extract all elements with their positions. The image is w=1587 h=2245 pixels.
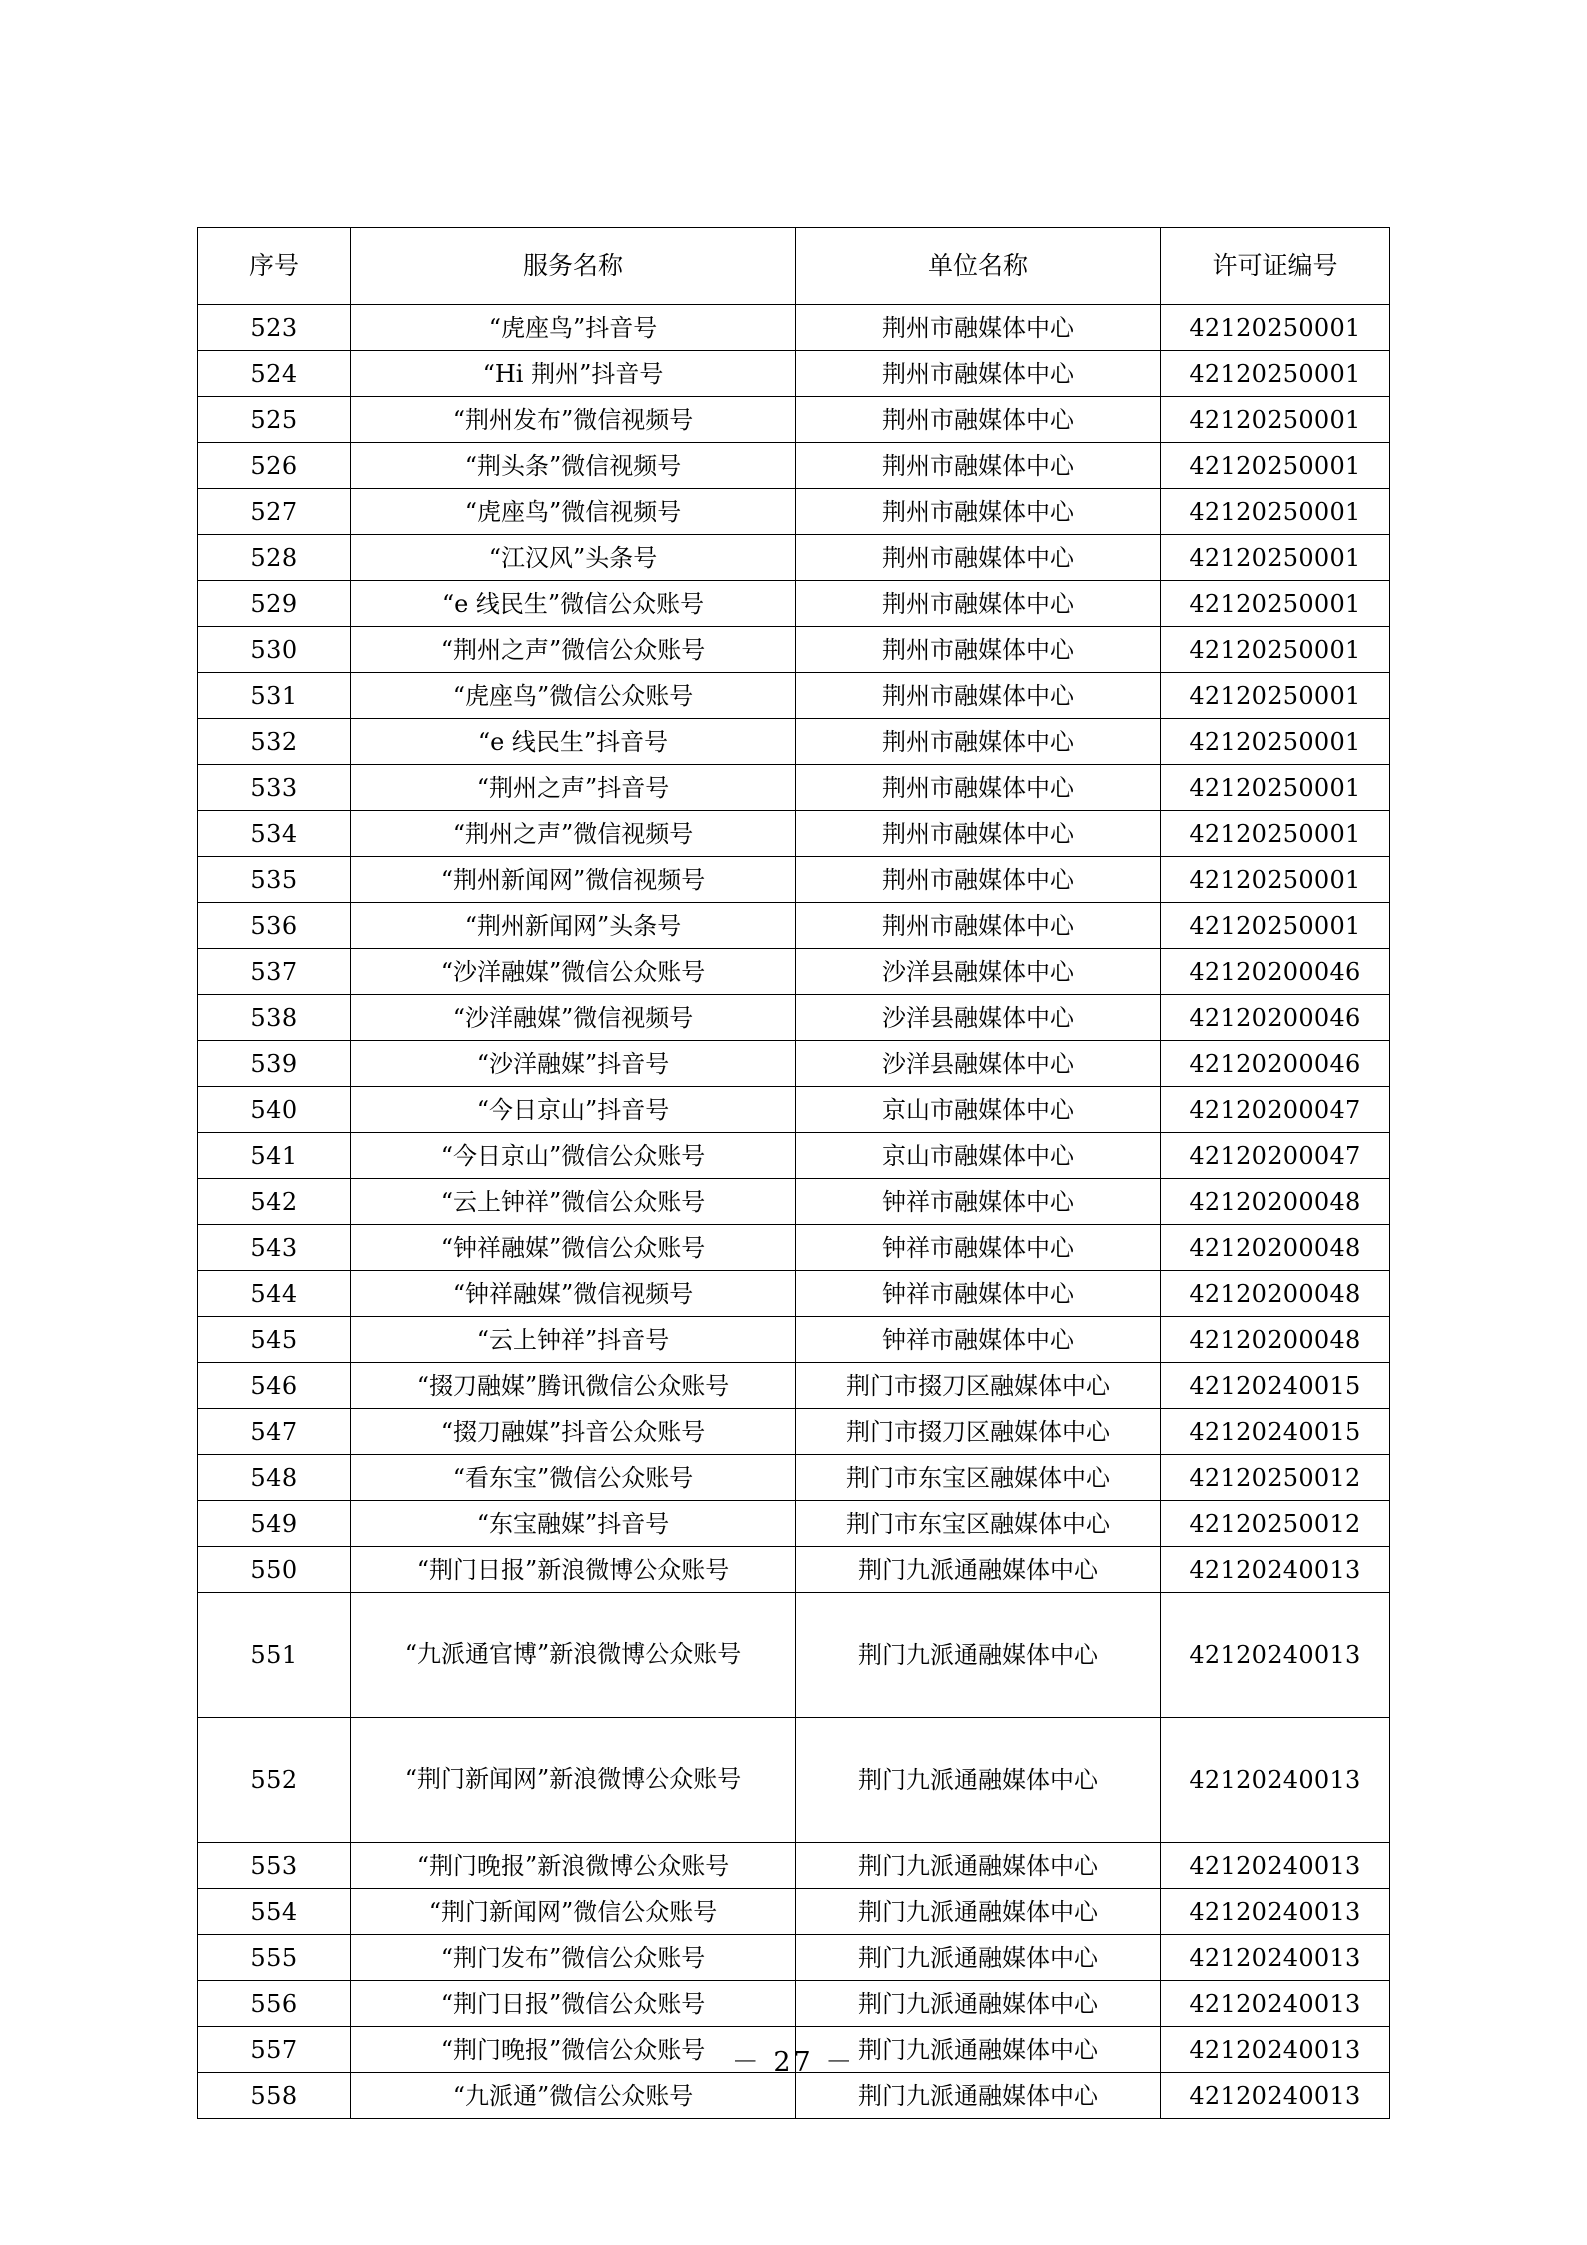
- table-row: [198, 1593, 1390, 1718]
- cell-license-number: 42120250001: [1161, 397, 1390, 443]
- cell-sequence: 524: [198, 351, 351, 397]
- table-row: [198, 1363, 1390, 1409]
- table-row: [198, 1225, 1390, 1271]
- cell-license-number: 42120240013: [1161, 2027, 1390, 2073]
- table-row: [198, 1843, 1390, 1889]
- table-header: [198, 228, 1390, 305]
- cell-sequence: 558: [198, 2073, 351, 2119]
- cell-sequence: 554: [198, 1889, 351, 1935]
- cell-service-name: “东宝融媒”抖音号: [351, 1501, 796, 1547]
- cell-sequence: 540: [198, 1087, 351, 1133]
- cell-unit-name: 荆州市融媒体中心: [796, 581, 1161, 627]
- cell-license-number: 42120250012: [1161, 1501, 1390, 1547]
- table-row: [198, 1889, 1390, 1935]
- cell-license-number: 42120200047: [1161, 1087, 1390, 1133]
- cell-service-name: “云上钟祥”微信公众账号: [351, 1179, 796, 1225]
- cell-service-name: “沙洋融媒”微信视频号: [351, 995, 796, 1041]
- cell-license-number: 42120250001: [1161, 811, 1390, 857]
- cell-service-name: “荆门晚报”微信公众账号: [351, 2027, 796, 2073]
- table-row: [198, 1087, 1390, 1133]
- cell-sequence: 527: [198, 489, 351, 535]
- cell-unit-name: 荆门九派通融媒体中心: [796, 1843, 1161, 1889]
- cell-service-name: “荆州新闻网”微信视频号: [351, 857, 796, 903]
- cell-unit-name: 荆州市融媒体中心: [796, 443, 1161, 489]
- table-body: [198, 305, 1390, 2119]
- cell-license-number: 42120240013: [1161, 2073, 1390, 2119]
- cell-unit-name: 荆州市融媒体中心: [796, 305, 1161, 351]
- cell-unit-name: 荆州市融媒体中心: [796, 719, 1161, 765]
- table-row: [198, 811, 1390, 857]
- cell-sequence: 535: [198, 857, 351, 903]
- cell-service-name: “荆州之声”抖音号: [351, 765, 796, 811]
- cell-service-name: “九派通官博”新浪微博公众账号: [351, 1593, 796, 1718]
- cell-sequence: 543: [198, 1225, 351, 1271]
- cell-service-name: “钟祥融媒”微信公众账号: [351, 1225, 796, 1271]
- cell-license-number: 42120250001: [1161, 627, 1390, 673]
- table-row: [198, 1041, 1390, 1087]
- table-row: [198, 719, 1390, 765]
- cell-license-number: 42120240013: [1161, 1981, 1390, 2027]
- cell-service-name: “荆门日报”新浪微博公众账号: [351, 1547, 796, 1593]
- column-header-unit-name: 单位名称: [796, 228, 1161, 305]
- table-row: [198, 1317, 1390, 1363]
- cell-sequence: 536: [198, 903, 351, 949]
- cell-service-name: “云上钟祥”抖音号: [351, 1317, 796, 1363]
- cell-sequence: 533: [198, 765, 351, 811]
- cell-license-number: 42120240013: [1161, 1547, 1390, 1593]
- cell-license-number: 42120200047: [1161, 1133, 1390, 1179]
- cell-sequence: 553: [198, 1843, 351, 1889]
- cell-unit-name: 荆州市融媒体中心: [796, 489, 1161, 535]
- cell-license-number: 42120250001: [1161, 581, 1390, 627]
- cell-unit-name: 沙洋县融媒体中心: [796, 949, 1161, 995]
- cell-service-name: “掇刀融媒”抖音公众账号: [351, 1409, 796, 1455]
- cell-service-name: “钟祥融媒”微信视频号: [351, 1271, 796, 1317]
- cell-service-name: “掇刀融媒”腾讯微信公众账号: [351, 1363, 796, 1409]
- table-row: [198, 1935, 1390, 1981]
- cell-service-name: “e 线民生”微信公众账号: [351, 581, 796, 627]
- cell-sequence: 534: [198, 811, 351, 857]
- cell-sequence: 526: [198, 443, 351, 489]
- cell-license-number: 42120250001: [1161, 765, 1390, 811]
- cell-sequence: 530: [198, 627, 351, 673]
- cell-license-number: 42120200048: [1161, 1317, 1390, 1363]
- cell-license-number: 42120250001: [1161, 489, 1390, 535]
- cell-sequence: 525: [198, 397, 351, 443]
- cell-sequence: 541: [198, 1133, 351, 1179]
- table-row: [198, 1547, 1390, 1593]
- cell-license-number: 42120250001: [1161, 903, 1390, 949]
- cell-service-name: “荆门新闻网”新浪微博公众账号: [351, 1718, 796, 1843]
- cell-service-name: “荆州新闻网”头条号: [351, 903, 796, 949]
- page-footer: － 27 －: [731, 2047, 856, 2078]
- cell-service-name: “看东宝”微信公众账号: [351, 1455, 796, 1501]
- table-row: [198, 1981, 1390, 2027]
- table-row: [198, 2073, 1390, 2119]
- cell-unit-name: 荆门市东宝区融媒体中心: [796, 1455, 1161, 1501]
- cell-sequence: 547: [198, 1409, 351, 1455]
- table-row: [198, 1455, 1390, 1501]
- cell-service-name: “e 线民生”抖音号: [351, 719, 796, 765]
- cell-unit-name: 荆门市掇刀区融媒体中心: [796, 1363, 1161, 1409]
- table-row: [198, 1409, 1390, 1455]
- cell-unit-name: 荆门九派通融媒体中心: [796, 1889, 1161, 1935]
- cell-unit-name: 荆州市融媒体中心: [796, 351, 1161, 397]
- table-row: [198, 443, 1390, 489]
- cell-service-name: “荆州发布”微信视频号: [351, 397, 796, 443]
- cell-unit-name: 荆州市融媒体中心: [796, 673, 1161, 719]
- cell-sequence: 555: [198, 1935, 351, 1981]
- cell-unit-name: 荆州市融媒体中心: [796, 811, 1161, 857]
- cell-license-number: 42120240015: [1161, 1363, 1390, 1409]
- cell-unit-name: 京山市融媒体中心: [796, 1133, 1161, 1179]
- cell-license-number: 42120240015: [1161, 1409, 1390, 1455]
- cell-unit-name: 钟祥市融媒体中心: [796, 1179, 1161, 1225]
- cell-service-name: “今日京山”微信公众账号: [351, 1133, 796, 1179]
- cell-license-number: 42120200048: [1161, 1179, 1390, 1225]
- cell-service-name: “虎座鸟”抖音号: [351, 305, 796, 351]
- table-row: [198, 903, 1390, 949]
- cell-sequence: 550: [198, 1547, 351, 1593]
- cell-sequence: 552: [198, 1718, 351, 1843]
- cell-service-name: “荆州之声”微信视频号: [351, 811, 796, 857]
- cell-unit-name: 荆州市融媒体中心: [796, 397, 1161, 443]
- cell-sequence: 551: [198, 1593, 351, 1718]
- cell-license-number: 42120200046: [1161, 1041, 1390, 1087]
- cell-license-number: 42120200046: [1161, 949, 1390, 995]
- cell-license-number: 42120250001: [1161, 719, 1390, 765]
- cell-service-name: “沙洋融媒”微信公众账号: [351, 949, 796, 995]
- table-row: [198, 949, 1390, 995]
- cell-service-name: “荆门晚报”新浪微博公众账号: [351, 1843, 796, 1889]
- cell-unit-name: 荆州市融媒体中心: [796, 627, 1161, 673]
- cell-unit-name: 京山市融媒体中心: [796, 1087, 1161, 1133]
- cell-sequence: 528: [198, 535, 351, 581]
- cell-service-name: “九派通”微信公众账号: [351, 2073, 796, 2119]
- cell-service-name: “荆门新闻网”微信公众账号: [351, 1889, 796, 1935]
- table-row: [198, 995, 1390, 1041]
- cell-sequence: 537: [198, 949, 351, 995]
- cell-unit-name: 荆州市融媒体中心: [796, 857, 1161, 903]
- cell-license-number: 42120240013: [1161, 1843, 1390, 1889]
- cell-sequence: 545: [198, 1317, 351, 1363]
- cell-sequence: 529: [198, 581, 351, 627]
- cell-sequence: 542: [198, 1179, 351, 1225]
- cell-license-number: 42120200046: [1161, 995, 1390, 1041]
- table-row: [198, 1718, 1390, 1843]
- cell-service-name: “荆州之声”微信公众账号: [351, 627, 796, 673]
- cell-unit-name: 荆门市掇刀区融媒体中心: [796, 1409, 1161, 1455]
- cell-sequence: 548: [198, 1455, 351, 1501]
- cell-unit-name: 荆门九派通融媒体中心: [796, 1935, 1161, 1981]
- cell-sequence: 538: [198, 995, 351, 1041]
- cell-license-number: 42120250001: [1161, 443, 1390, 489]
- column-header-sequence: 序号: [198, 228, 351, 305]
- cell-service-name: “江汉风”头条号: [351, 535, 796, 581]
- cell-license-number: 42120240013: [1161, 1935, 1390, 1981]
- table-row: [198, 765, 1390, 811]
- cell-unit-name: 沙洋县融媒体中心: [796, 1041, 1161, 1087]
- cell-license-number: 42120250012: [1161, 1455, 1390, 1501]
- table-row: [198, 857, 1390, 903]
- table-row: [198, 1133, 1390, 1179]
- registry-table: [197, 227, 1390, 2119]
- table-header-row: [198, 228, 1390, 305]
- column-header-license-number: 许可证编号: [1161, 228, 1390, 305]
- cell-license-number: 42120240013: [1161, 1718, 1390, 1843]
- cell-unit-name: 荆门九派通融媒体中心: [796, 1547, 1161, 1593]
- cell-unit-name: 荆门九派通融媒体中心: [796, 2073, 1161, 2119]
- cell-license-number: 42120200048: [1161, 1271, 1390, 1317]
- cell-sequence: 539: [198, 1041, 351, 1087]
- cell-license-number: 42120250001: [1161, 535, 1390, 581]
- cell-unit-name: 荆门市东宝区融媒体中心: [796, 1501, 1161, 1547]
- cell-unit-name: 沙洋县融媒体中心: [796, 995, 1161, 1041]
- cell-license-number: 42120250001: [1161, 351, 1390, 397]
- cell-service-name: “今日京山”抖音号: [351, 1087, 796, 1133]
- cell-unit-name: 钟祥市融媒体中心: [796, 1271, 1161, 1317]
- cell-unit-name: 荆州市融媒体中心: [796, 765, 1161, 811]
- cell-service-name: “虎座鸟”微信视频号: [351, 489, 796, 535]
- cell-sequence: 557: [198, 2027, 351, 2073]
- table-row: [198, 1501, 1390, 1547]
- table-row: [198, 1179, 1390, 1225]
- cell-service-name: “荆门日报”微信公众账号: [351, 1981, 796, 2027]
- cell-unit-name: 荆门九派通融媒体中心: [796, 1593, 1161, 1718]
- cell-license-number: 42120250001: [1161, 673, 1390, 719]
- cell-service-name: “荆门发布”微信公众账号: [351, 1935, 796, 1981]
- registry-table-container: [197, 227, 1389, 2119]
- table-row: [198, 351, 1390, 397]
- cell-license-number: 42120250001: [1161, 305, 1390, 351]
- cell-unit-name: 荆门九派通融媒体中心: [796, 1981, 1161, 2027]
- cell-unit-name: 荆门九派通融媒体中心: [796, 2027, 1161, 2073]
- table-row: [198, 305, 1390, 351]
- table-row: [198, 581, 1390, 627]
- cell-service-name: “虎座鸟”微信公众账号: [351, 673, 796, 719]
- cell-license-number: 42120250001: [1161, 857, 1390, 903]
- cell-unit-name: 钟祥市融媒体中心: [796, 1317, 1161, 1363]
- cell-sequence: 531: [198, 673, 351, 719]
- cell-sequence: 549: [198, 1501, 351, 1547]
- table-row: [198, 535, 1390, 581]
- table-row: [198, 489, 1390, 535]
- cell-license-number: 42120240013: [1161, 1889, 1390, 1935]
- table-row: [198, 397, 1390, 443]
- cell-sequence: 523: [198, 305, 351, 351]
- cell-sequence: 544: [198, 1271, 351, 1317]
- cell-unit-name: 钟祥市融媒体中心: [796, 1225, 1161, 1271]
- column-header-service-name: 服务名称: [351, 228, 796, 305]
- cell-sequence: 546: [198, 1363, 351, 1409]
- cell-service-name: “沙洋融媒”抖音号: [351, 1041, 796, 1087]
- table-row: [198, 1271, 1390, 1317]
- cell-service-name: “荆头条”微信视频号: [351, 443, 796, 489]
- cell-unit-name: 荆州市融媒体中心: [796, 535, 1161, 581]
- table-row: [198, 627, 1390, 673]
- cell-license-number: 42120240013: [1161, 1593, 1390, 1718]
- cell-license-number: 42120200048: [1161, 1225, 1390, 1271]
- cell-service-name: “Hi 荆州”抖音号: [351, 351, 796, 397]
- cell-sequence: 556: [198, 1981, 351, 2027]
- cell-sequence: 532: [198, 719, 351, 765]
- table-row: [198, 673, 1390, 719]
- cell-unit-name: 荆门九派通融媒体中心: [796, 1718, 1161, 1843]
- cell-unit-name: 荆州市融媒体中心: [796, 903, 1161, 949]
